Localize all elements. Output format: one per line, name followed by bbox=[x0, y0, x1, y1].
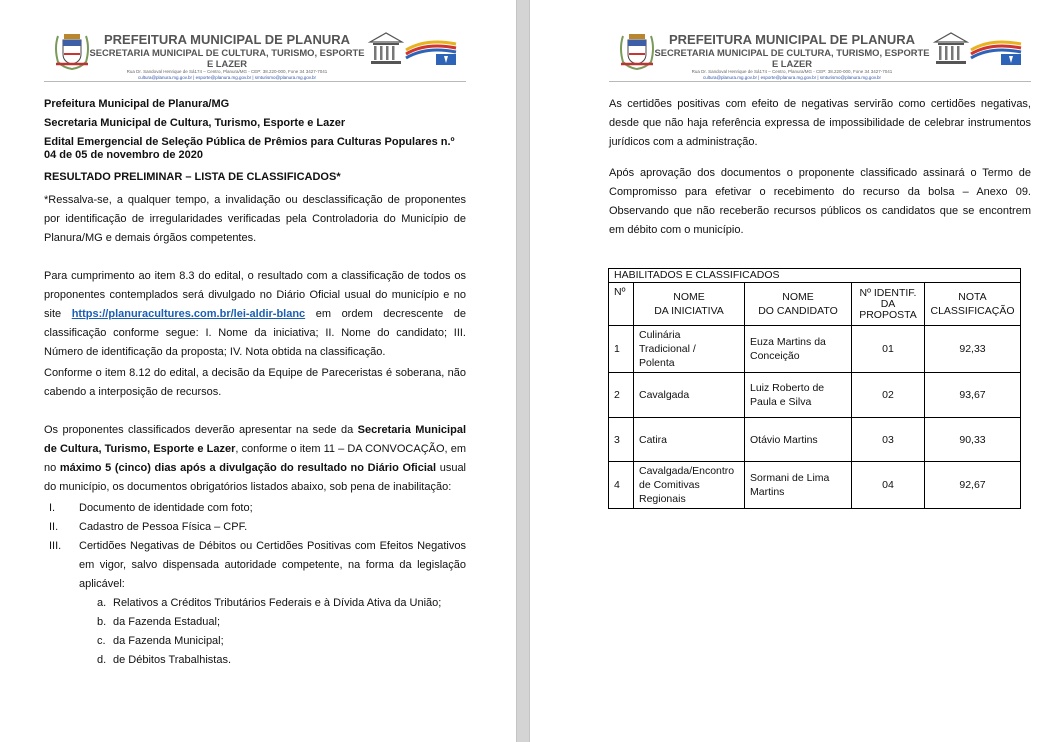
page-content bbox=[44, 95, 466, 670]
page-header bbox=[44, 26, 466, 82]
header-address: Rua Dr. Sandoval Henrique de Sá174 – Centro, Planura/MG - CEP: 38.220-000, Fone 34 3427-7041 bbox=[691, 69, 893, 74]
cell-candidate: Otávio Martins bbox=[745, 418, 852, 462]
cell-number: 4 bbox=[609, 462, 634, 509]
ressalva-paragraph: *Ressalva-se, a qualquer tempo, a invalidação ou desclassificação de proponentes por identificação de irregularidades verificadas pela Controladoria do Município de Planura/MG e demais órgãos competentes. bbox=[44, 194, 466, 244]
sublist-item-letter: c. bbox=[97, 635, 106, 647]
header-emails: cultura@planura.mg.gov.br | esporte@planura.mg.gov.br | smturismo@planura.mg.gov.br bbox=[137, 75, 317, 80]
cell-score: 92,33 bbox=[925, 326, 1021, 373]
cell-proposal-id: 02 bbox=[852, 373, 925, 418]
result-title: RESULTADO PRELIMINAR – LISTA DE CLASSIFICADOS* bbox=[44, 171, 341, 183]
table-row bbox=[609, 373, 1021, 418]
results-table bbox=[608, 268, 1021, 509]
column-header-score: NOTA CLASSIFICAÇÃO bbox=[925, 283, 1021, 326]
table-header-row bbox=[609, 283, 1021, 326]
cell-initiative: Cavalgada bbox=[634, 373, 745, 418]
convocation-paragraph bbox=[44, 421, 466, 497]
column-header-initiative: NOME DA INICIATIVA bbox=[634, 283, 745, 326]
sublist-item bbox=[93, 594, 466, 613]
list-item-number: I. bbox=[49, 502, 56, 514]
table-row bbox=[609, 326, 1021, 373]
header-emails: cultura@planura.mg.gov.br | esporte@planura.mg.gov.br | smturismo@planura.mg.gov.br bbox=[702, 75, 882, 80]
header-rule bbox=[44, 81, 466, 82]
sublist-item bbox=[93, 632, 466, 651]
cell-number: 2 bbox=[609, 373, 634, 418]
cell-score: 93,67 bbox=[925, 373, 1021, 418]
cell-score: 90,33 bbox=[925, 418, 1021, 462]
cell-proposal-id: 01 bbox=[852, 326, 925, 373]
cell-candidate: Luiz Roberto de Paula e Silva bbox=[745, 373, 852, 418]
tourism-logo-icon bbox=[366, 30, 462, 68]
convocation-text-c: , conforme o item 11 – DA CONVOCAÇÃO, em no bbox=[44, 443, 466, 474]
sublist-item bbox=[93, 651, 466, 670]
coat-of-arms-icon bbox=[52, 28, 92, 70]
document-page-left bbox=[0, 0, 516, 742]
cell-number: 1 bbox=[609, 326, 634, 373]
sublist-item-letter: b. bbox=[97, 616, 107, 628]
publication-paragraph bbox=[44, 267, 466, 362]
header-text bbox=[88, 32, 366, 81]
cell-number: 3 bbox=[609, 418, 634, 462]
table-row bbox=[609, 418, 1021, 462]
cell-initiative: Culinária Tradicional / Polenta bbox=[634, 326, 745, 373]
positive-certificates-paragraph: As certidões positivas com efeito de negativas servirão como certidões negativas, desde que não haja referência expressa de impossibilidade de celebrar instrumentos jurídicos com a administração. bbox=[609, 98, 1031, 148]
list-item bbox=[44, 518, 466, 537]
coat-of-arms-icon bbox=[617, 28, 657, 70]
list-item-number: III. bbox=[49, 540, 62, 552]
secretary-name: Secretaria Municipal de Cultura, Turismo, Esporte e Lazer bbox=[44, 117, 346, 129]
certificates-sublist bbox=[93, 594, 466, 670]
cell-candidate: Euza Martins da Conceição bbox=[745, 326, 852, 373]
sublist-item-text: da Fazenda Municipal; bbox=[113, 635, 224, 647]
header-title: PREFEITURA MUNICIPAL DE PLANURA bbox=[668, 32, 916, 47]
header-subtitle: SECRETARIA MUNICIPAL DE CULTURA, TURISMO, ESPORTE E LAZER bbox=[89, 47, 365, 69]
sublist-item-letter: d. bbox=[97, 654, 107, 666]
sovereign-decision-paragraph: Conforme o item 8.12 do edital, a decisão da Equipe de Pareceristas é soberana, não cabendo a interposição de recursos. bbox=[44, 367, 466, 398]
page-header bbox=[609, 26, 1031, 82]
aldir-blanc-link[interactable]: https://planuracultures.com.br/lei-aldir-blanc bbox=[71, 308, 306, 320]
column-header-proposal-id: Nº IDENTIF. DA PROPOSTA bbox=[852, 283, 925, 326]
cell-candidate: Sormani de Lima Martins bbox=[745, 462, 852, 509]
publication-text-b: em ordem decrescente de classificação conforme segue: I. Nome da iniciativa; II. Nome do candidato; III. Número de identificação da proposta; IV. Nota obtida na classificação. bbox=[44, 308, 467, 358]
page-gutter bbox=[516, 0, 530, 742]
cell-initiative: Catira bbox=[634, 418, 745, 462]
sublist-item-letter: a. bbox=[97, 597, 107, 609]
page-content bbox=[609, 95, 1031, 240]
list-item-text: Cadastro de Pessoa Física – CPF. bbox=[79, 521, 248, 533]
list-item bbox=[44, 499, 466, 518]
documents-list bbox=[44, 499, 466, 670]
header-text bbox=[653, 32, 931, 81]
convocation-text-a: Os proponentes classificados deverão apresentar na sede da bbox=[44, 424, 354, 436]
commitment-paragraph: Após aprovação dos documentos o proponente classificado assinará o Termo de Compromisso para efetivar o recebimento do recurso da bolsa – Anexo 09. Observando que não receberão recursos públicos os candidatos que se encontrem em débito com o município. bbox=[609, 167, 1031, 236]
convocation-deadline: máximo 5 (cinco) dias após a divulgação do resultado no Diário Oficial bbox=[59, 462, 437, 474]
cell-proposal-id: 04 bbox=[852, 462, 925, 509]
cell-initiative: Cavalgada/Encontro de Comitivas Regionais bbox=[634, 462, 745, 509]
publication-text-a: Para cumprimento ao item 8.3 do edital, o resultado com a classificação de todos os proponentes contemplados será divulgado no Diário Oficial usual do município e no site bbox=[44, 270, 466, 320]
list-item bbox=[44, 537, 466, 670]
sublist-item-text: de Débitos Trabalhistas. bbox=[113, 654, 232, 666]
cell-score: 92,67 bbox=[925, 462, 1021, 509]
header-rule bbox=[609, 81, 1031, 82]
list-item-text: Documento de identidade com foto; bbox=[79, 502, 253, 514]
column-header-number: Nº bbox=[609, 283, 634, 326]
org-name: Prefeitura Municipal de Planura/MG bbox=[44, 98, 230, 110]
header-title: PREFEITURA MUNICIPAL DE PLANURA bbox=[103, 32, 351, 47]
table-row bbox=[609, 462, 1021, 509]
column-header-candidate: NOME DO CANDIDATO bbox=[745, 283, 852, 326]
convocation-secretary: Secretaria Municipal de Cultura, Turismo, Esporte e Lazer bbox=[44, 424, 466, 455]
edital-title: Edital Emergencial de Seleção Pública de Prêmios para Culturas Populares n.º 04 de 05 de novembro de 2020 bbox=[44, 136, 455, 161]
sublist-item bbox=[93, 613, 466, 632]
header-address: Rua Dr. Sandoval Henrique de Sá174 – Centro, Planura/MG - CEP: 38.220-000, Fone 34 3427-7041 bbox=[126, 69, 328, 74]
sublist-item-text: Relativos a Créditos Tributários Federais e à Dívida Ativa da União; bbox=[113, 597, 442, 609]
cell-proposal-id: 03 bbox=[852, 418, 925, 462]
convocation-text-e: usual do município, os documentos obrigatórios listados abaixo, sob pena de inabilitação: bbox=[44, 462, 466, 493]
tourism-logo-icon bbox=[931, 30, 1027, 68]
list-item-text: Certidões Negativas de Débitos ou Certidões Positivas com Efeitos Negativos em vigor, salvo dispensada autoridade competente, na forma da legislação aplicável: bbox=[79, 540, 466, 590]
sublist-item-text: da Fazenda Estadual; bbox=[113, 616, 221, 628]
document-page-right bbox=[530, 0, 1054, 742]
table-caption: HABILITADOS E CLASSIFICADOS bbox=[609, 269, 1021, 283]
header-subtitle: SECRETARIA MUNICIPAL DE CULTURA, TURISMO, ESPORTE E LAZER bbox=[654, 47, 930, 69]
list-item-number: II. bbox=[49, 521, 59, 533]
